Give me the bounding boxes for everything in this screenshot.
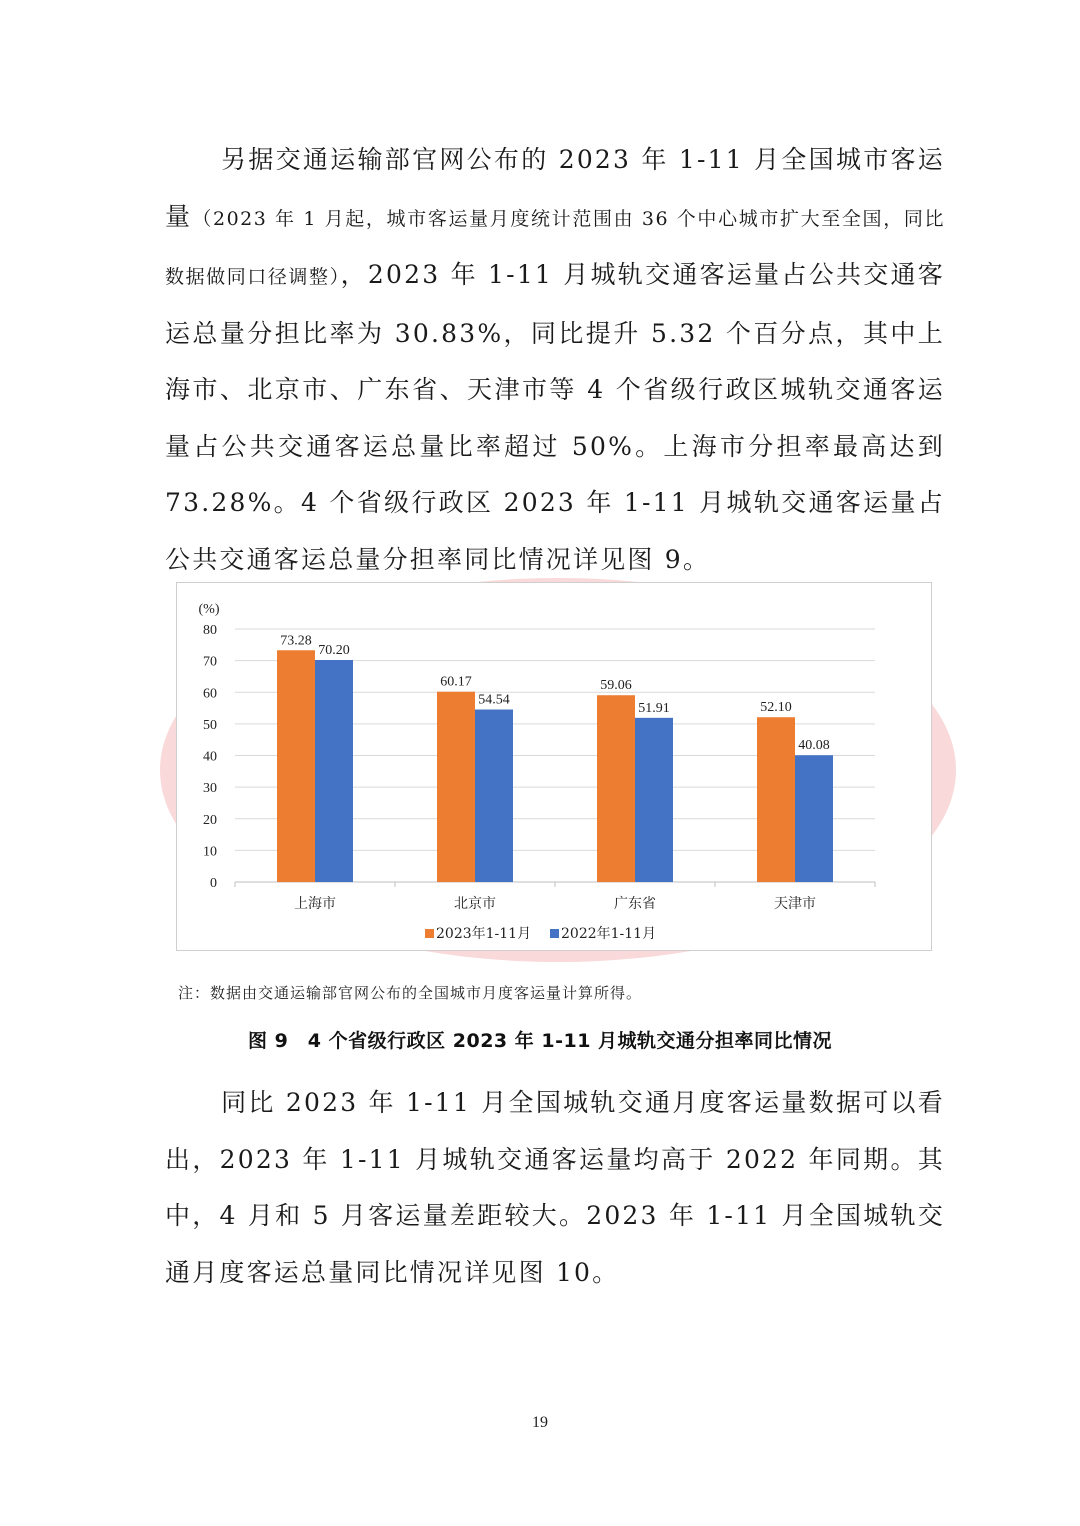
data-label: 73.28 — [280, 633, 312, 649]
figure-note: 注：数据由交通运输部官网公布的全国城市月度客运量计算所得。 — [178, 984, 643, 1002]
y-tick-label: 20 — [203, 812, 217, 828]
y-tick-label: 80 — [203, 623, 217, 638]
y-tick-label: 70 — [203, 654, 217, 670]
x-category-label: 天津市 — [774, 896, 816, 912]
figure-caption: 图 9 4 个省级行政区 2023 年 1-11 月城轨交通分担率同比情况 — [247, 1030, 833, 1052]
paragraph-1-note: （2023 年 1 月起，城市客运量月度统计范围由 36 个中心城市扩大至全国，同比数据做同口径调整） — [165, 207, 945, 288]
data-label: 51.91 — [638, 700, 670, 716]
bar — [795, 755, 833, 882]
paragraph-2-text: 同比 2023 年 1-11 月全国城轨交通月度客运量数据可以看出，2023 年 1-11 月城轨交通客运量均高于 2022 年同期。其中，4 月和 5 月客运量差距较大。2023 年 1-11 月全国城轨交通月度客运总量同比情况详见图 10。 — [165, 1088, 945, 1287]
y-tick-label: 50 — [203, 717, 217, 733]
x-category-label: 广东省 — [614, 896, 656, 912]
y-tick-label: 40 — [203, 749, 217, 765]
bar-chart-figure — [176, 582, 932, 951]
legend-swatch — [550, 929, 559, 938]
bar — [315, 660, 353, 882]
data-label: 70.20 — [318, 642, 350, 658]
x-category-label: 上海市 — [294, 896, 336, 912]
x-category-label: 北京市 — [454, 896, 496, 912]
data-label: 54.54 — [478, 692, 510, 708]
data-label: 40.08 — [798, 738, 830, 754]
y-tick-label: 0 — [210, 876, 217, 891]
data-label: 52.10 — [760, 700, 792, 716]
bar — [635, 718, 673, 882]
page-number: 19 — [532, 1414, 548, 1431]
paragraph-2 — [165, 1075, 945, 1301]
bar-chart — [177, 583, 931, 950]
paragraph-1-line1: 另据交通运输部官网公布的 2023 年 1-11 月全国城市客运量 — [165, 145, 945, 231]
y-tick-label: 30 — [203, 781, 217, 797]
bar — [597, 695, 635, 882]
data-label: 60.17 — [440, 674, 472, 690]
legend-label: 2022年1-11月 — [561, 926, 657, 942]
bar — [437, 692, 475, 882]
y-tick-label: 10 — [203, 844, 217, 860]
bar — [277, 650, 315, 882]
y-axis-unit: (%) — [198, 602, 220, 617]
paragraph-1 — [165, 132, 945, 588]
y-tick-label: 60 — [203, 686, 217, 702]
legend-label: 2023年1-11月 — [436, 926, 532, 942]
data-label: 59.06 — [600, 678, 632, 694]
bar — [757, 717, 795, 882]
legend-swatch — [425, 929, 434, 938]
bar — [475, 710, 513, 882]
paragraph-1-rest: ，2023 年 1-11 月城轨交通客运量占公共交通客运总量分担比率为 30.83%，同比提升 5.32 个百分点，其中上海市、北京市、广东省、天津市等 4 个省级行政区城轨交通客运量占公共交通客运总量比率超过 50%。上海市分担率最高达到 73.28%。4 个省级行政区 2023 年 1-11 月城轨交通客运量占公共交通客运总量分担率同比情况详见图 9。 — [165, 260, 945, 574]
